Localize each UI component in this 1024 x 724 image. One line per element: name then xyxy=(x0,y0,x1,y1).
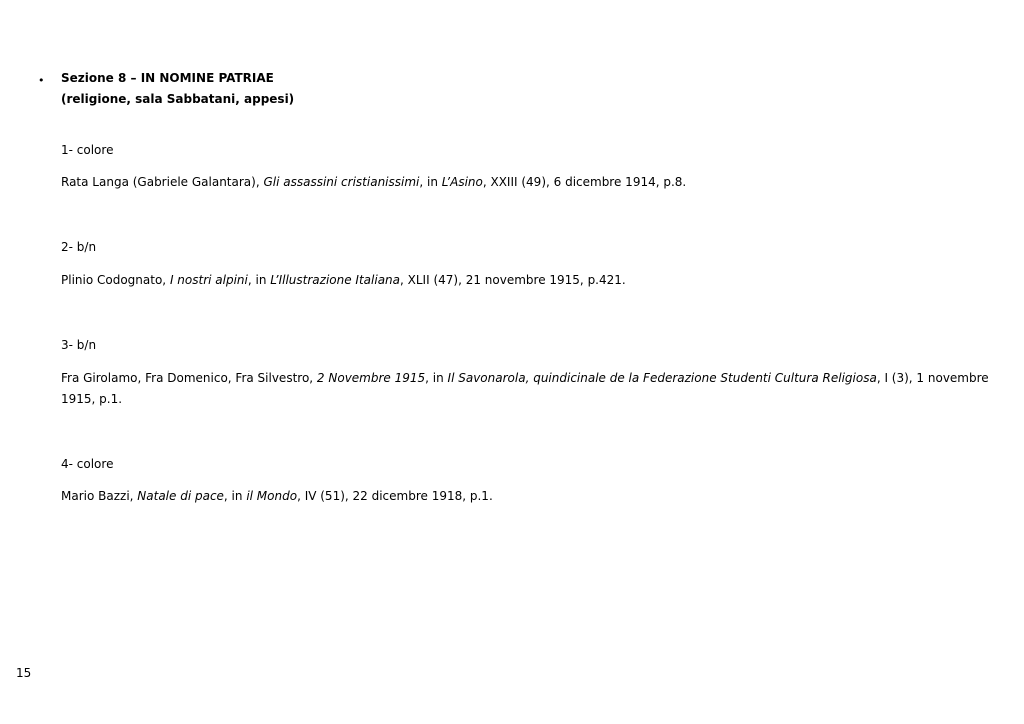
citation-work-title: Natale di pace xyxy=(137,489,224,503)
citation-publication: il Mondo xyxy=(246,489,298,503)
citation-author: Rata Langa (Gabriele Galantara), xyxy=(61,175,264,189)
citation-author: Plinio Codognato, xyxy=(61,273,170,287)
citation-publication: Il Savonarola, quindicinale de la Federazione Studenti Cultura Religiosa xyxy=(447,371,877,385)
section-subtitle: (religione, sala Sabbatani, appesi) xyxy=(61,92,295,106)
page-number: 15 xyxy=(16,666,32,680)
citation-author: Mario Bazzi, xyxy=(61,489,138,503)
citation-details: , XLII (47), 21 novembre 1915, p.421. xyxy=(400,273,626,287)
citation xyxy=(61,486,1006,507)
citation-separator: , in xyxy=(247,273,271,287)
entry-label: 4- colore xyxy=(61,457,114,471)
citation xyxy=(61,172,1006,193)
citation-work-title: I nostri alpini xyxy=(169,273,248,287)
bullet-icon: • xyxy=(38,74,45,87)
citation-details: , XXIII (49), 6 dicembre 1914, p.8. xyxy=(482,175,687,189)
citation-work-title: 2 Novembre 1915 xyxy=(316,371,426,385)
section-title: Sezione 8 – IN NOMINE PATRIAE xyxy=(61,71,274,85)
citation-separator: , in xyxy=(425,371,448,385)
citation-author: Fra Girolamo, Fra Domenico, Fra Silvestro, xyxy=(61,371,317,385)
citation-publication: L’Asino xyxy=(441,175,483,189)
citation-separator: , in xyxy=(419,175,442,189)
citation-separator: , in xyxy=(223,489,247,503)
citation xyxy=(61,368,1006,410)
citation-publication: L’Illustrazione Italiana xyxy=(270,273,401,287)
entry-label: 1- colore xyxy=(61,143,114,157)
citation-work-title: Gli assassini cristianissimi xyxy=(263,175,420,189)
entry-label: 3- b/n xyxy=(61,338,97,352)
citation-details: , IV (51), 22 dicembre 1918, p.1. xyxy=(297,489,493,503)
citation-details: , I (3), 1 novembre 1915, p.1. xyxy=(61,371,989,406)
citation xyxy=(61,270,1006,291)
entry-label: 2- b/n xyxy=(61,240,97,254)
